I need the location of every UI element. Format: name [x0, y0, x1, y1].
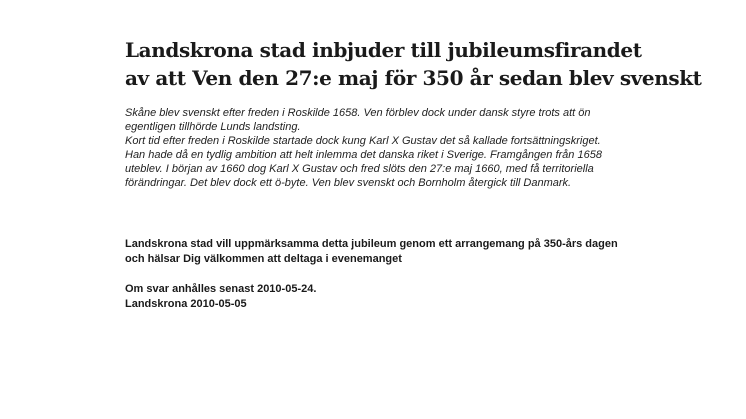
invitation-line-1: Landskrona stad vill uppmärksamma detta jubileum genom ett arrangemang på 350-års dagen	[125, 238, 618, 250]
title-line-1: Landskrona stad inbjuder till jubileumsfirandet	[125, 38, 642, 62]
intro-line: Skåne blev svenskt efter freden i Roskilde 1658. Ven förblev dock under dansk styre trots att ön	[125, 107, 591, 119]
invitation-text	[125, 237, 725, 312]
intro-line: Han hade då en tydlig ambition att helt inlemma det danska riket i Sverige. Framgången från 1658	[125, 149, 602, 161]
spacer	[125, 267, 725, 282]
intro-line: egentligen tillhörde Lunds landsting.	[125, 121, 301, 133]
intro-line: uteblev. I början av 1660 dog Karl X Gustav och fred slöts den 27:e maj 1660, med få territoriella	[125, 163, 594, 175]
rsvp-deadline: Om svar anhålles senast 2010-05-24.	[125, 283, 317, 295]
place-and-date: Landskrona 2010-05-05	[125, 298, 247, 310]
title-line-2: av att Ven den 27:e maj för 350 år sedan blev svenskt	[125, 66, 702, 90]
invitation-line-2: och hälsar Dig välkommen att deltaga i evenemanget	[125, 253, 402, 265]
intro-line: förändringar. Det blev dock ett ö-byte. Ven blev svenskt och Bornholm återgick till Danmark.	[125, 177, 572, 189]
page-title	[125, 36, 725, 92]
intro-paragraph	[125, 106, 725, 190]
intro-line: Kort tid efter freden i Roskilde startade dock kung Karl X Gustav det så kallade fortsättningskriget.	[125, 135, 601, 147]
